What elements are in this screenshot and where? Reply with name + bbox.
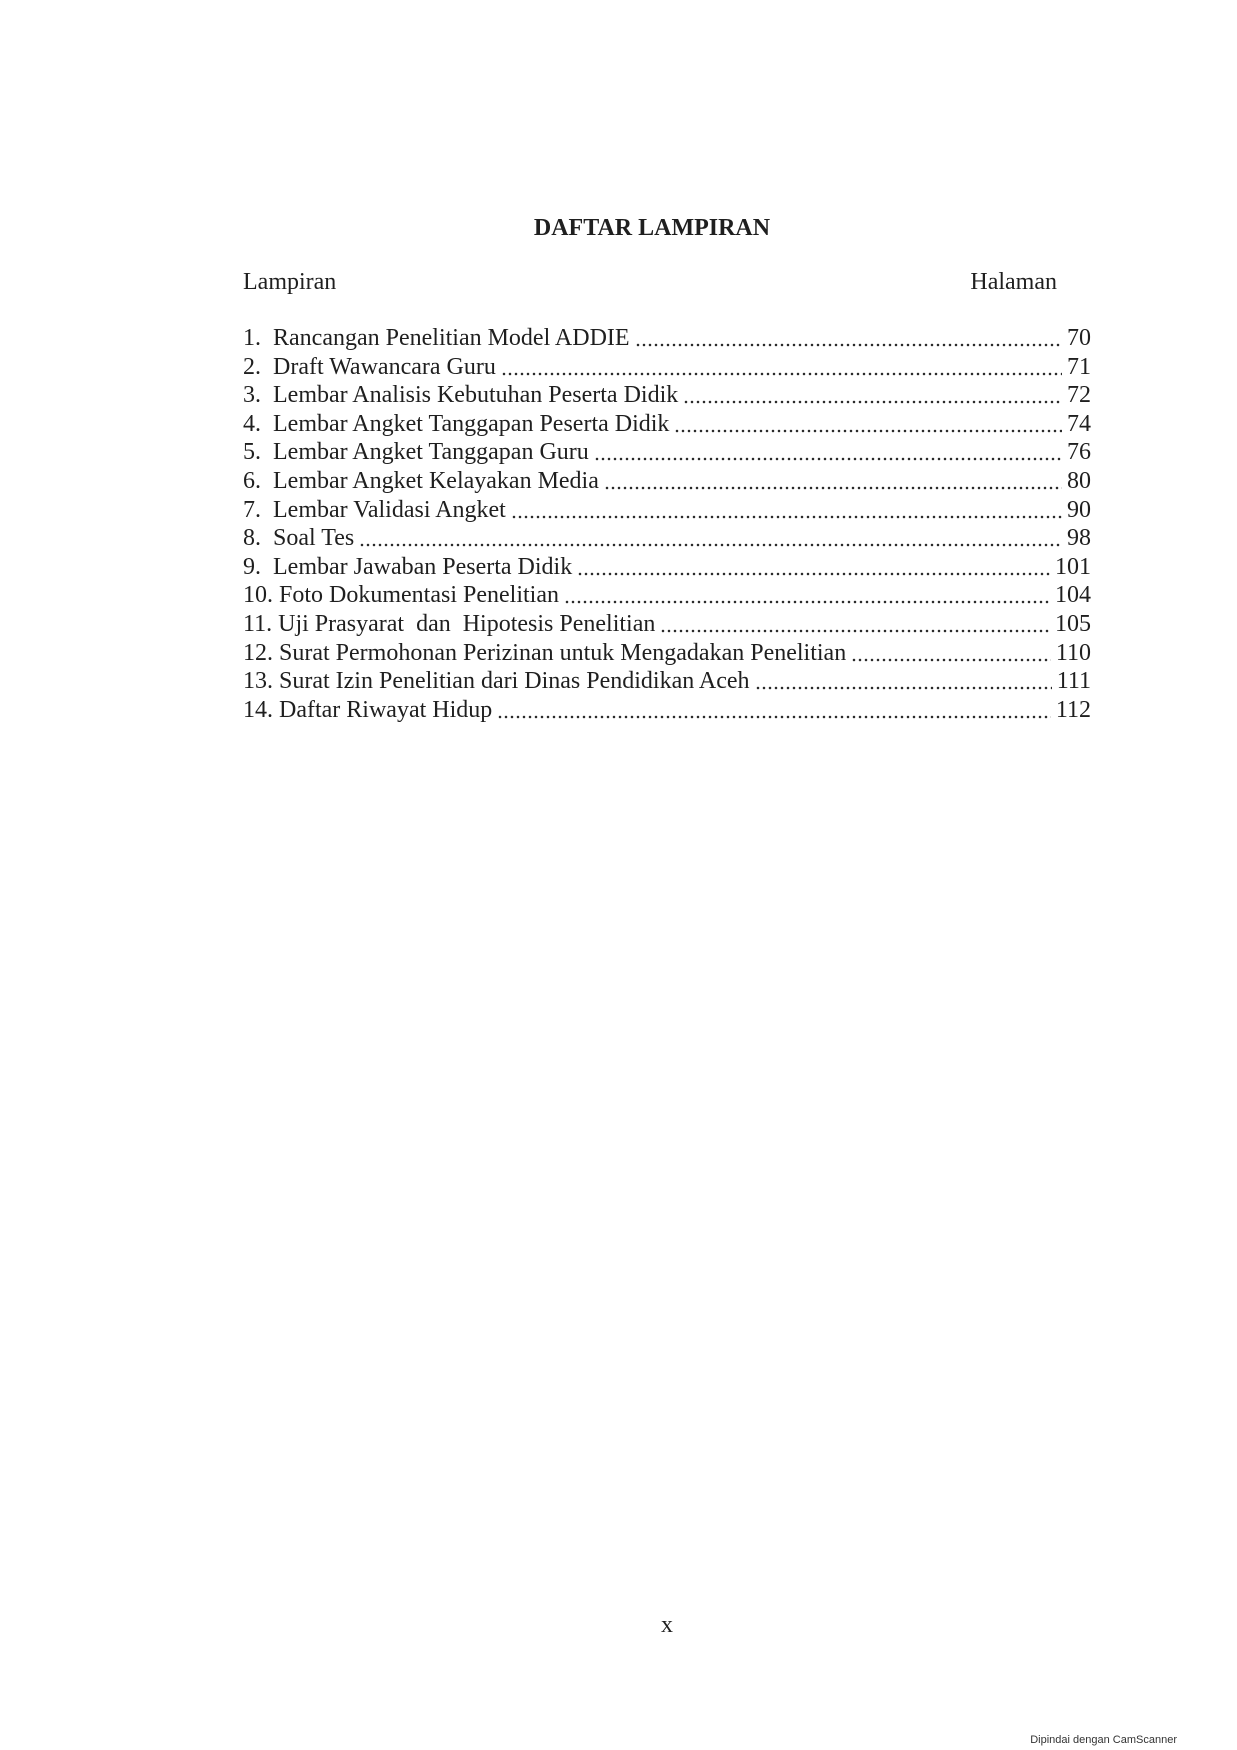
entry-page-number: 72 xyxy=(1067,382,1091,409)
entry-number: 10. xyxy=(243,582,273,609)
appendix-entry xyxy=(243,324,1091,353)
entry-page-number: 90 xyxy=(1067,496,1091,523)
appendix-entry xyxy=(243,667,1091,696)
dot-leader xyxy=(594,438,1062,467)
entry-title: Rancangan Penelitian Model ADDIE xyxy=(273,325,630,351)
column-header-appendix: Lampiran xyxy=(243,269,337,295)
entry-number: 5. xyxy=(243,439,261,466)
appendix-entry xyxy=(243,467,1091,496)
entry-title: Lembar Validasi Angket xyxy=(273,496,506,523)
entry-page-number: 70 xyxy=(1067,325,1091,351)
entry-number: 9. xyxy=(243,553,261,580)
scanner-watermark: Dipindai dengan CamScanner xyxy=(1030,1734,1177,1746)
entry-number: 1. xyxy=(243,325,261,351)
dot-leader xyxy=(359,524,1062,553)
appendix-entry xyxy=(243,496,1091,525)
dot-leader xyxy=(635,324,1062,353)
dot-leader xyxy=(577,553,1050,582)
page-number: x xyxy=(661,1612,673,1638)
entry-page-number: 80 xyxy=(1067,467,1091,494)
entry-number: 3. xyxy=(243,382,261,409)
page-title: DAFTAR LAMPIRAN xyxy=(533,215,771,241)
dot-leader xyxy=(755,667,1052,696)
entry-title: Foto Dokumentasi Penelitian xyxy=(279,582,559,609)
entry-number: 11. xyxy=(243,610,273,637)
entry-number: 4. xyxy=(243,410,261,437)
entry-title: Lembar Analisis Kebutuhan Peserta Didik xyxy=(273,382,679,409)
dot-leader xyxy=(497,696,1051,725)
appendix-list xyxy=(243,324,1091,724)
entry-page-number: 76 xyxy=(1067,439,1091,466)
appendix-entry xyxy=(243,610,1091,639)
appendix-entry xyxy=(243,553,1091,582)
dot-leader xyxy=(604,467,1062,496)
entry-number: 13. xyxy=(243,668,273,695)
dot-leader xyxy=(683,381,1062,410)
entry-number: 12. xyxy=(243,639,273,666)
appendix-entry xyxy=(243,438,1091,467)
entry-title: Lembar Angket Tanggapan Peserta Didik xyxy=(273,410,670,437)
appendix-entry xyxy=(243,696,1091,725)
entry-title: Uji Prasyarat dan Hipotesis Penelitian xyxy=(278,610,656,637)
entry-page-number: 98 xyxy=(1067,525,1091,552)
entry-title: Surat Izin Penelitian dari Dinas Pendidikan Aceh xyxy=(279,668,750,695)
column-header-row xyxy=(243,268,1057,296)
appendix-entry xyxy=(243,381,1091,410)
entry-title: Lembar Angket Tanggapan Guru xyxy=(273,439,589,466)
entry-title: Lembar Jawaban Peserta Didik xyxy=(273,553,573,580)
appendix-entry xyxy=(243,581,1091,610)
entry-number: 6. xyxy=(243,467,261,494)
entry-page-number: 112 xyxy=(1055,696,1091,723)
dot-leader xyxy=(851,639,1051,668)
entry-number: 8. xyxy=(243,525,261,552)
dot-leader xyxy=(660,610,1050,639)
entry-page-number: 104 xyxy=(1055,582,1091,609)
entry-page-number: 105 xyxy=(1055,610,1091,637)
appendix-entry xyxy=(243,353,1091,382)
entry-title: Lembar Angket Kelayakan Media xyxy=(273,467,599,494)
entry-page-number: 111 xyxy=(1056,668,1091,695)
entry-title: Soal Tes xyxy=(273,525,355,552)
entry-number: 14. xyxy=(243,696,273,723)
entry-title: Draft Wawancara Guru xyxy=(273,353,496,380)
dot-leader xyxy=(674,410,1062,439)
entry-title: Surat Permohonan Perizinan untuk Mengadakan Penelitian xyxy=(279,639,847,666)
dot-leader xyxy=(564,581,1050,610)
entry-page-number: 74 xyxy=(1067,410,1091,437)
entry-page-number: 101 xyxy=(1055,553,1091,580)
entry-page-number: 71 xyxy=(1067,353,1091,380)
appendix-entry xyxy=(243,410,1091,439)
entry-number: 2. xyxy=(243,353,261,380)
entry-page-number: 110 xyxy=(1055,639,1091,666)
column-header-page: Halaman xyxy=(970,269,1057,295)
dot-leader xyxy=(511,496,1062,525)
appendix-entry xyxy=(243,639,1091,668)
entry-title: Daftar Riwayat Hidup xyxy=(279,696,493,723)
entry-number: 7. xyxy=(243,496,261,523)
dot-leader xyxy=(501,353,1062,382)
appendix-entry xyxy=(243,524,1091,553)
